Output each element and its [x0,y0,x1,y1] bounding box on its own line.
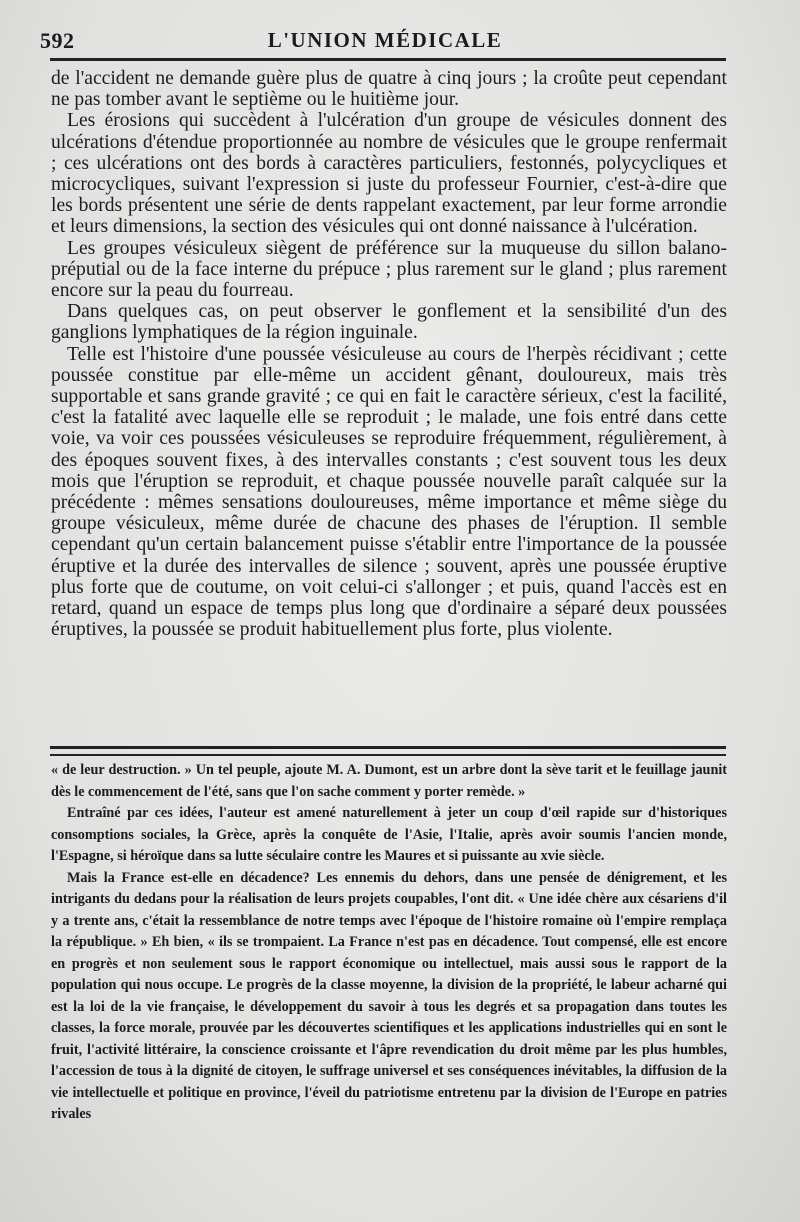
section-rule [50,754,726,756]
section-rule [50,746,726,749]
running-title: L'UNION MÉDICALE [267,28,503,52]
paragraph: Telle est l'histoire d'une poussée vésiculeuse au cours de l'herpès récidivant ; cette poussée constitue par elle-même un accident gênant, douloureux, mais très supportable et sans grande gravité ; ce qui en fait le caractère sérieux, c'est la facilité, c'est la fatalité avec laquelle elle se reproduit ; le malade, une fois entré dans cette voie, va voir ces poussées vésiculeuses se reproduire fréquemment, régulièrement, à des époques souvent fixes, à des intervalles constants ; c'est souvent tous les deux mois que l'éruption se reproduit, et chaque poussée nouvelle paraît calquée sur la précédente : mêmes sensations douloureuses, même importance et même siège du groupe vésiculeux, même durée de chacune des phases de l'éruption. Il semble cependant qu'un certain balancement puisse s'établir entre l'importance de la poussée éruptive et la durée des intervalles de silence ; souvent, après une poussée éruptive plus forte que de coutume, on voit celui-ci s'allonger ; et puis, quand l'accès est en retard, quand un espace de temps plus long que d'ordinaire a séparé deux poussées éruptives, la poussée se produit habituellement plus forte, plus violente. [51,343,727,641]
page-number: 592 [40,28,75,53]
paragraph: Entraîné par ces idées, l'auteur est amené naturellement à jeter un coup d'œil rapide sur d'historiques consomptions sociales, la Grèce, après la conquête de l'Asie, l'Italie, après avoir soumis l'ancien monde, l'Espagne, si héroïque dans sa lutte séculaire contre les Maures et si puissante au xvie siècle. [51,805,727,864]
header-rule [50,58,726,61]
paragraph: de l'accident ne demande guère plus de quatre à cinq jours ; la croûte peut cependant ne pas tomber avant le septième ou le huitième jour. [51,68,727,111]
paragraph: Les groupes vésiculeux siègent de préférence sur la muqueuse du sillon balano-préputial ou de la face interne du prépuce ; plus rarement sur le gland ; plus rarement encore sur la peau du fourreau. [51,237,727,302]
paragraph: Les érosions qui succèdent à l'ulcération d'un groupe de vésicules donnent des ulcérations d'étendue proportionnée au nombre de vésicules que le groupe renfermait ; ces ulcérations ont des bords à caractères particuliers, festonnés, polycycliques et microcycliques, suivant l'expression si juste du professeur Fournier, c'est-à-dire que les bords présentent une série de dents rappelant exactement, par leur forme arrondie et leurs dimensions, la section des vésicules qui ont donné naissance à l'ulcération. [51,110,727,238]
paragraph: Dans quelques cas, on peut observer le gonflement et la sensibilité d'un des ganglions lymphatiques de la région inguinale. [51,301,727,344]
paragraph: « de leur destruction. » Un tel peuple, ajoute M. A. Dumont, est un arbre dont la sève tarit et le feuillage jaunit dès le commencement de l'été, sans que l'on sache comment y porter remède. » [51,762,727,800]
main-text [51,68,727,640]
paragraph: Mais la France est-elle en décadence? Les ennemis du dehors, dans une pensée de dénigrement, et les intrigants du dedans pour la réalisation de leurs projets coupables, l'ont dit. « Une idée chère aux césariens d'il y a trente ans, c'était la ressemblance de notre temps avec l'époque de l'histoire romaine où l'empire remplaça la république. » Eh bien, « ils se trompaient. La France n'est pas en décadence. Tout compensé, elle est encore en progrès et non seulement sous le rapport économique ou intellectuel, mais aussi sous le rapport de la population qui nous occupe. Le progrès de la classe moyenne, la division de la propriété, le labeur acharné qui est la loi de la vie française, le développement du savoir à tous les degrés et sa propagation dans toutes les classes, la force morale, prouvée par les découvertes scientifiques et les applications industrielles qui en sont le fruit, l'activité littéraire, la conscience croissante et l'âpre revendication du droit même par les plus humbles, l'accession de tous à la dignité de citoyen, le suffrage universel et ses conséquences inévitables, la diffusion de la vie intellectuelle et politique en province, l'éveil du patriotisme entretenu par la division de l'Europe en patries rivales [51,869,727,1122]
page-header [40,28,730,54]
feuilleton-text [51,760,727,1126]
